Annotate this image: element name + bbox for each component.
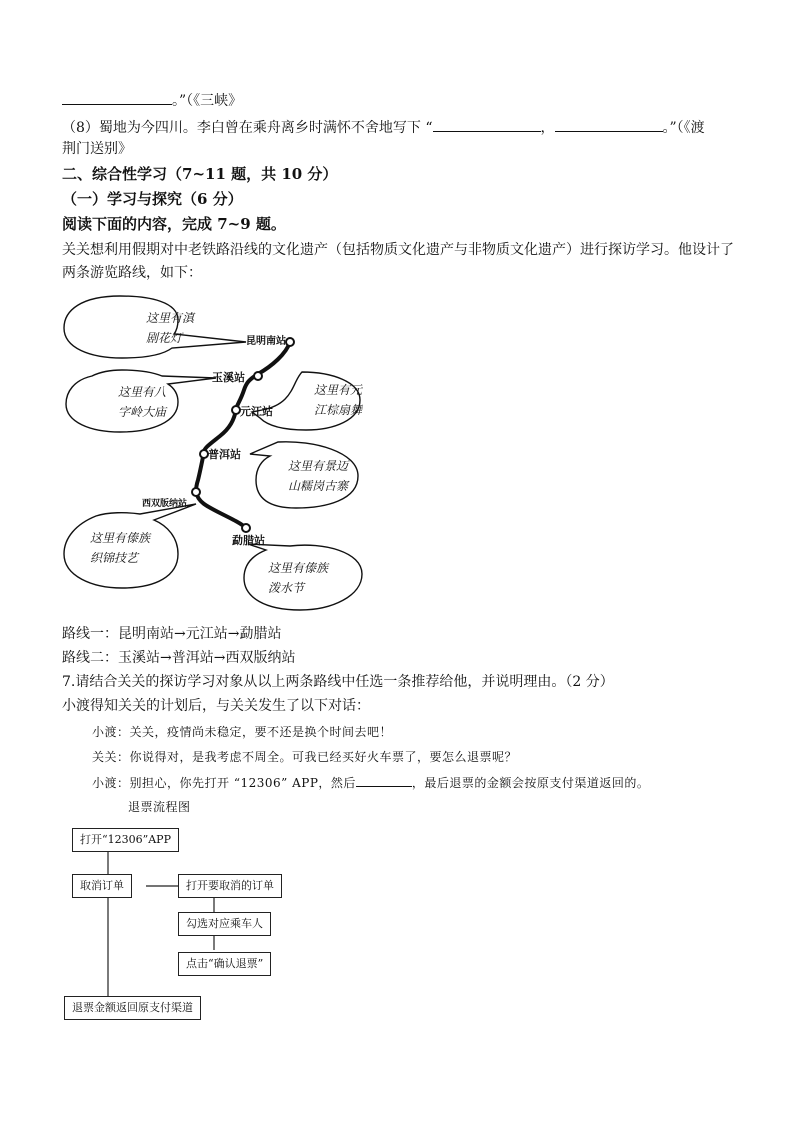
bubble-puer [250,442,358,508]
bubble-text-yuxi-2: 字岭大庙 [118,405,167,419]
bubble-text-yuxi-1: 这里有八 [118,385,167,399]
bubble-text-xishuangbanna-1: 这里有傣族 [90,531,151,545]
bubble-text-yuanjiang-2: 江棕扇舞 [314,403,363,417]
station-label-puer: 普洱站 [208,448,241,461]
poem-source-end: 荆门送别》 [62,141,132,157]
step-refund-return: 退票金额返回原支付渠道 [64,996,201,1020]
intro-line-1: 关关想利用假期对中老铁路沿线的文化遗产（包括物质文化遗产与非物质文化遗产）进行探访学习。他设计了 [62,242,734,258]
bubble-text-mengla-1: 这里有傣族 [268,561,329,575]
step-confirm-refund: 点击“确认退票” [178,952,271,976]
station-label-yuanjiang: 元江站 [240,405,273,418]
step-cancel-order: 取消订单 [72,874,132,898]
railway-map [60,292,400,614]
dialogue-line-3-end: ，最后退票的金额会按原支付渠道返回的。 [411,776,650,790]
bubble-mengla [244,544,362,610]
bubble-xishuangbanna [64,504,196,588]
route-2: 路线二：玉溪站→普洱站→西双版纳站 [62,650,296,666]
instruction: 阅读下面的内容，完成 7~9 题。 [62,215,286,233]
step-open-app: 打开“12306”APP [72,828,179,852]
bubble-text-kunming-2: 剧花灯 [146,331,183,345]
question-8-text: （8）蜀地为今四川。李白曾在乘舟离乡时满怀不舍地写下 “ [62,120,433,136]
dialogue-line-3 [92,772,649,793]
intro-line-2: 两条游览路线，如下： [62,265,202,281]
poem-line-1 [62,90,242,111]
poem-source-sanxia: 。”（《三峡》 [172,93,243,109]
answer-blank[interactable] [555,117,663,132]
subsection-heading: （一）学习与探究（6 分） [62,190,243,208]
route-1: 路线一：昆明南站→元江站→勐腊站 [62,626,282,642]
comma: ， [540,120,555,136]
answer-blank[interactable] [62,90,172,105]
step-check-passenger: 勾选对应乘车人 [178,912,271,936]
question-8 [62,117,705,138]
station-label-mengla: 勐腊站 [232,534,265,547]
section-heading: 二、综合性学习（7~11 题，共 10 分） [62,165,338,183]
bubble-text-yuanjiang-1: 这里有元 [314,383,363,397]
station-label-yuxi: 玉溪站 [212,371,245,384]
dialogue-line-2: 关关：你说得对，是我考虑不周全。可我已经买好火车票了，要怎么退票呢？ [92,750,518,764]
station-dot-yuanjiang [232,406,240,414]
bubble-yuanjiang [252,372,360,430]
station-label-xishuangbanna: 西双版纳站 [142,499,188,509]
answer-blank[interactable] [433,117,541,132]
bubble-yuxi [66,370,216,432]
station-dot-xishuangbanna [192,488,200,496]
bubble-text-mengla-2: 泼水节 [268,581,305,595]
answer-blank[interactable] [356,772,412,787]
station-label-kunming: 昆明南站 [246,336,286,347]
dialogue-line-1: 小渡：关关，疫情尚未稳定，要不还是换个时间去吧！ [92,725,393,739]
bubble-text-puer-1: 这里有景迈 [288,459,349,473]
bubble-text-kunming-1: 这里有滇 [146,311,195,325]
step-open-order: 打开要取消的订单 [178,874,282,898]
bubble-text-puer-2: 山糯岗古寨 [288,479,349,493]
station-dot-mengla [242,524,250,532]
question-7: 7.请结合关关的探访学习对象从以上两条路线中任选一条推荐给他，并说明理由。（2 分） [62,674,614,690]
dialogue-line-3-start: 小渡：别担心，你先打开 “12306” APP，然后 [92,776,356,790]
refund-flowchart [60,820,360,1030]
bubble-kunming [64,296,246,358]
railway-line [196,342,290,528]
station-dot-yuxi [254,372,262,380]
dialogue-lead: 小渡得知关关的计划后，与关关发生了以下对话： [62,698,370,714]
station-dot-kunming [286,338,294,346]
station-dot-puer [200,450,208,458]
flowchart-title: 退票流程图 [128,800,191,814]
bubble-text-xishuangbanna-2: 织锦技艺 [90,551,139,565]
poem-source-start: 。”（《渡 [662,120,705,136]
